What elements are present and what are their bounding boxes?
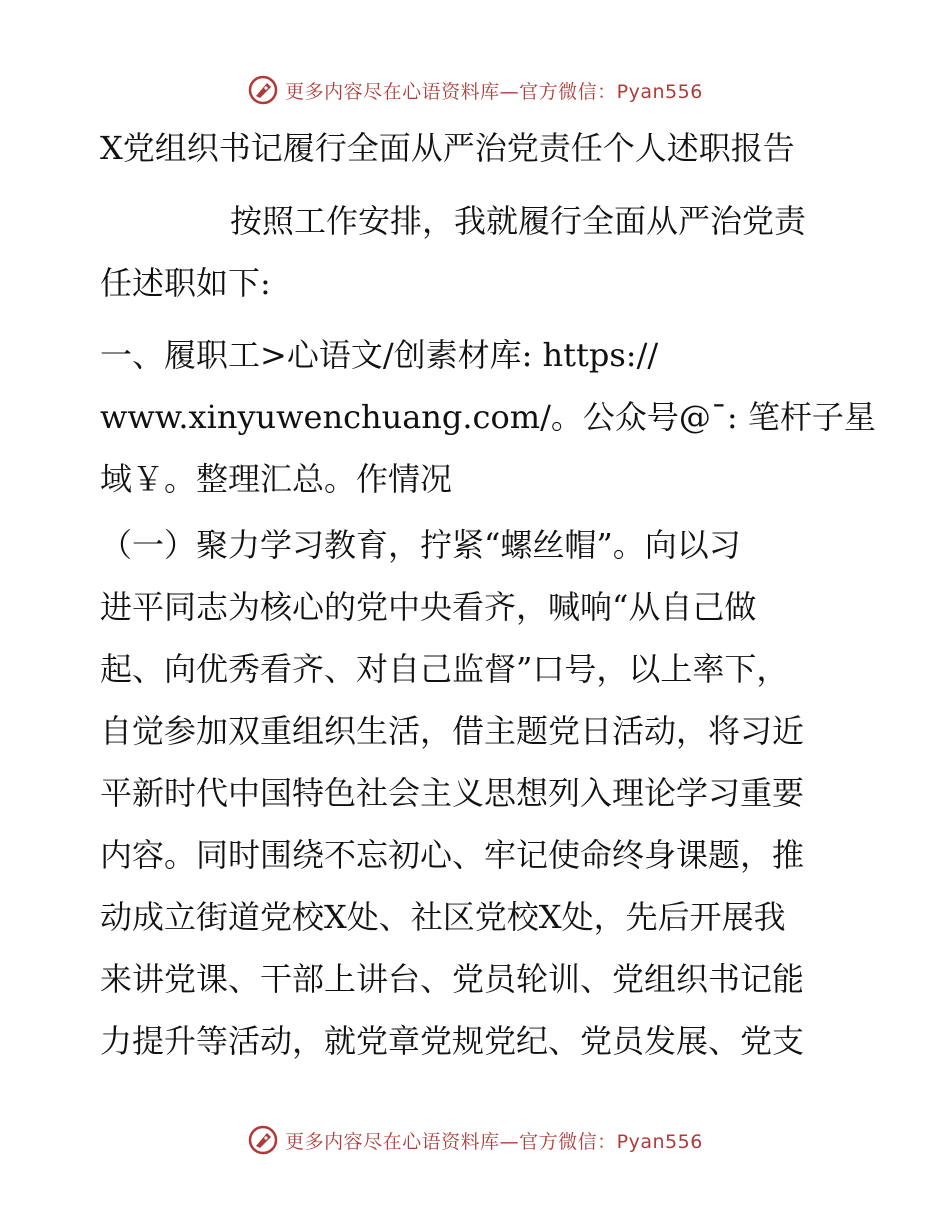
section-1-body-paragraph <box>100 514 860 1072</box>
paragraph-line: 动成立街道党校X处、社区党校X处，先后开展我 <box>100 898 786 936</box>
paragraph-line: 域￥。整理汇总。作情况 <box>100 460 453 498</box>
paragraph-line: 自觉参加双重组织生活，借主题党日活动，将习近 <box>100 712 805 750</box>
paragraph-line: 任述职如下: <box>100 264 271 302</box>
paragraph-line: 内容。同时围绕不忘初心、牢记使命终身课题，推 <box>100 836 805 874</box>
paragraph-line: 起、向优秀看齐、对自己监督”口号，以上率下， <box>100 650 789 688</box>
pen-nib-logo-icon <box>247 74 279 106</box>
paragraph-line: 来讲党课、干部上讲台、党员轮训、党组织书记能 <box>100 960 805 998</box>
section-heading-1 <box>100 324 876 510</box>
watermark-text: 更多内容尽在心语资料库—官方微信：Pyan556 <box>285 1130 703 1153</box>
watermark-text: 更多内容尽在心语资料库—官方微信：Pyan556 <box>285 80 703 103</box>
paragraph-line: 进平同志为核心的党中央看齐，喊响“从自己做 <box>100 588 757 626</box>
header-watermark-banner <box>0 70 950 110</box>
paragraph-line: 按照工作安排，我就履行全面从严治党责 <box>230 202 807 240</box>
paragraph-line: （一）聚力学习教育，拧紧“螺丝帽”。向以习 <box>100 526 741 564</box>
paragraph-line: 力提升等活动，就党章党规党纪、党员发展、党支 <box>100 1022 805 1060</box>
paragraph-line: 平新时代中国特色社会主义思想列入理论学习重要 <box>100 774 805 812</box>
document-title: X党组织书记履行全面从严治党责任个人述职报告 <box>100 129 795 167</box>
intro-paragraph <box>100 190 860 314</box>
paragraph-line: www.xinyuwenchuang.com/。公众号@¯: 笔杆子星 <box>100 398 876 436</box>
paragraph-line: 一、履职工>心语文/创素材库: https:// <box>100 336 659 374</box>
pen-nib-logo-icon <box>247 1124 279 1156</box>
footer-watermark-banner <box>0 1120 950 1160</box>
